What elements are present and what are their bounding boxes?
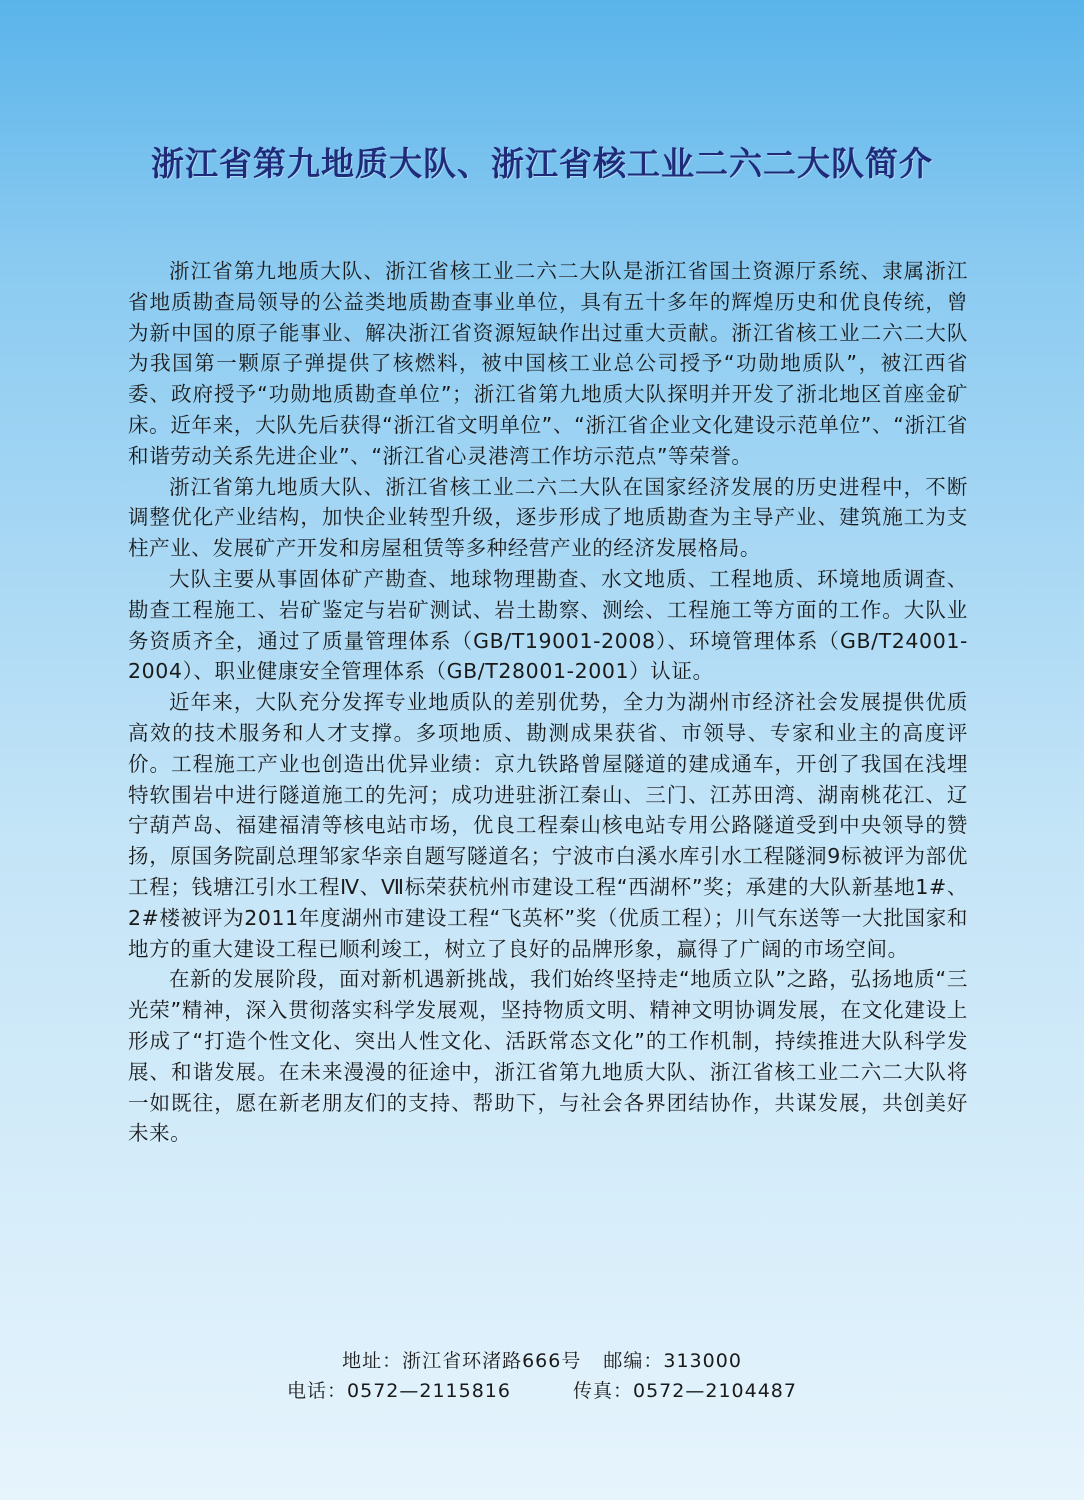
contact-line-1 xyxy=(0,1346,1084,1376)
contact-line-2 xyxy=(0,1376,1084,1406)
paragraph-industry: 浙江省第九地质大队、浙江省核工业二六二大队在国家经济发展的历史进程中，不断调整优化产业结构，加快企业转型升级，逐步形成了地质勘查为主导产业、建筑施工为支柱产业、发展矿产开发和房屋租赁等多种经营产业的经济发展格局。 xyxy=(128,474,968,561)
intro-body xyxy=(128,256,968,1149)
phone: 电话：0572—2115816 xyxy=(287,1380,511,1402)
paragraph-business: 大队主要从事固体矿产勘查、地球物理勘查、水文地质、工程地质、环境地质调查、勘查工程施工、岩矿鉴定与岩矿测试、岩土勘察、测绘、工程施工等方面的工作。大队业务资质齐全，通过了质量管理体系（GB/T19001-2008）、环境管理体系（GB/T24001-2004）、职业健康安全管理体系（GB/T28001-2001）认证。 xyxy=(128,566,968,684)
fax: 传真：0572—2104487 xyxy=(573,1380,797,1402)
postcode: 邮编：313000 xyxy=(603,1350,742,1372)
paragraph-outlook: 在新的发展阶段，面对新机遇新挑战，我们始终坚持走“地质立队”之路，弘扬地质“三光荣”精神，深入贯彻落实科学发展观，坚持物质文明、精神文明协调发展，在文化建设上形成了“打造个性文化、突出人性文化、活跃常态文化”的工作机制，持续推进大队科学发展、和谐发展。在未来漫漫的征途中，浙江省第九地质大队、浙江省核工业二六二大队将一如既往，愿在新老朋友们的支持、帮助下，与社会各界团结协作，共谋发展，共创美好未来。 xyxy=(128,967,968,1146)
address: 地址：浙江省环渚路666号 xyxy=(342,1350,582,1372)
page-title: 浙江省第九地质大队、浙江省核工业二六二大队简介 xyxy=(151,144,933,183)
contact-info xyxy=(0,1346,1084,1406)
paragraph-history: 浙江省第九地质大队、浙江省核工业二六二大队是浙江省国土资源厅系统、隶属浙江省地质勘查局领导的公益类地质勘查事业单位，具有五十多年的辉煌历史和优良传统，曾为新中国的原子能事业、解决浙江省资源短缺作出过重大贡献。浙江省核工业二六二大队为我国第一颗原子弹提供了核燃料，被中国核工业总公司授予“功勋地质队”，被江西省委、政府授予“功勋地质勘查单位”；浙江省第九地质大队探明并开发了浙北地区首座金矿床。近年来，大队先后获得“浙江省文明单位”、“浙江省企业文化建设示范单位”、“浙江省和谐劳动关系先进企业”、“浙江省心灵港湾工作坊示范点”等荣誉。 xyxy=(128,259,968,468)
paragraph-achievements: 近年来，大队充分发挥专业地质队的差别优势，全力为湖州市经济社会发展提供优质高效的技术服务和人才支撑。多项地质、勘测成果获省、市领导、专家和业主的高度评价。工程施工产业也创造出优异业绩：京九铁路曾屋隧道的建成通车，开创了我国在浅埋特软围岩中进行隧道施工的先河；成功进驻浙江秦山、三门、江苏田湾、湖南桃花江、辽宁葫芦岛、福建福清等核电站市场，优良工程秦山核电站专用公路隧道受到中央领导的赞扬，原国务院副总理邹家华亲自题写隧道名；宁波市白溪水库引水工程隧洞9标被评为部优工程；钱塘江引水工程Ⅳ、Ⅶ标荣获杭州市建设工程“西湖杯”奖；承建的大队新基地1#、2#楼被评为2011年度湖州市建设工程“飞英杯”奖（优质工程）；川气东送等一大批国家和地方的重大建设工程已顺利竣工，树立了良好的品牌形象，赢得了广阔的市场空间。 xyxy=(128,690,968,961)
